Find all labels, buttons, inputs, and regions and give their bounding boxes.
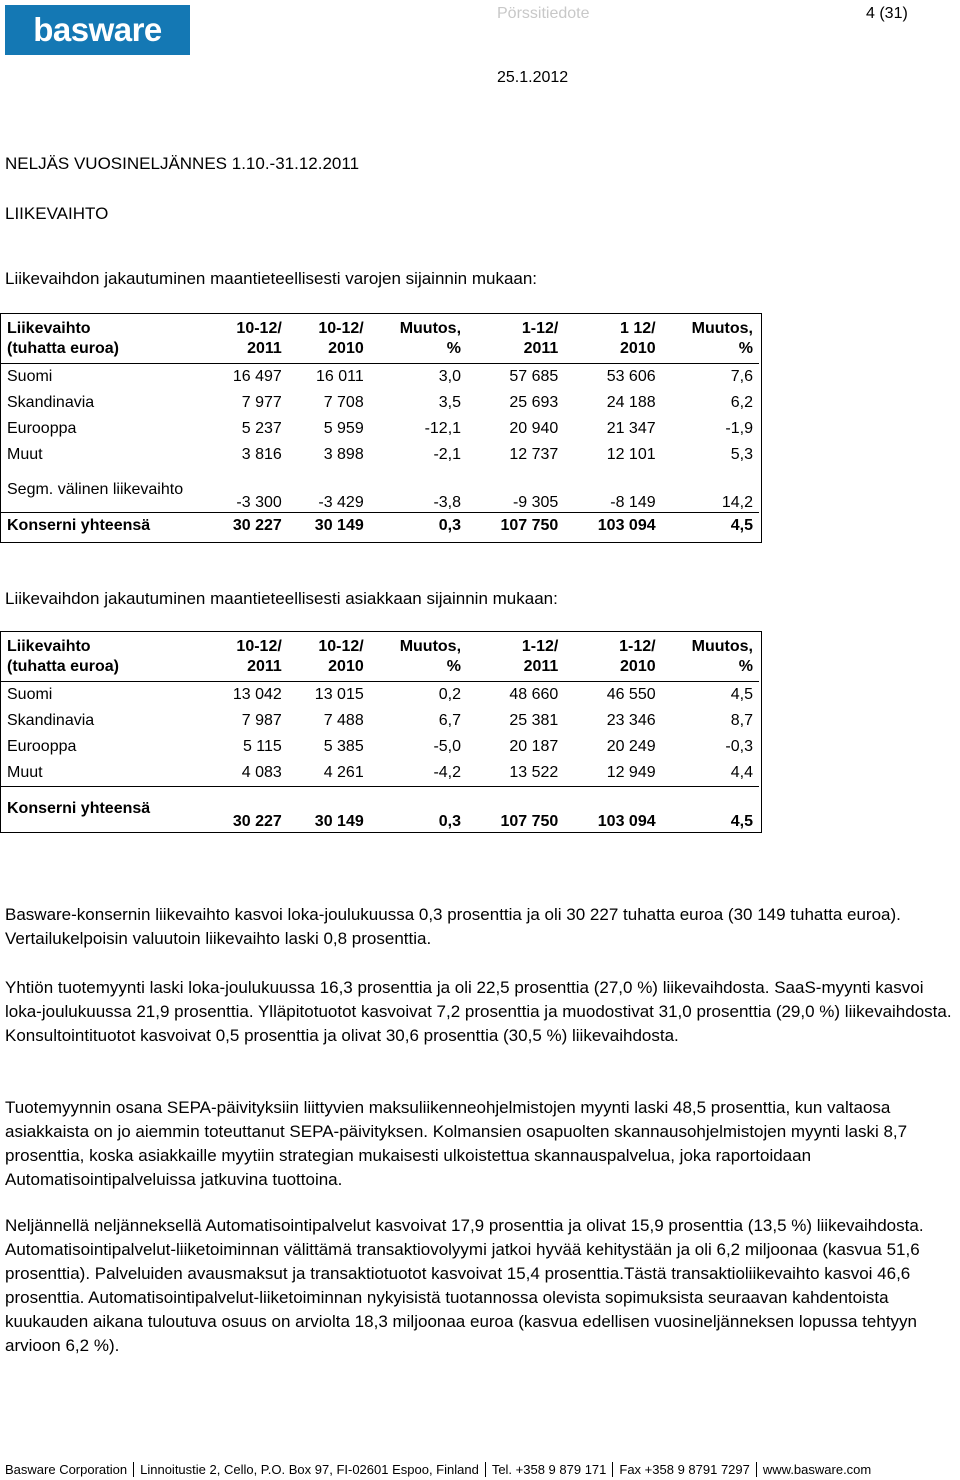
table-cell: Suomi — [7, 686, 53, 703]
table-cell: -9 305 — [512, 494, 559, 511]
table-row — [1, 364, 759, 391]
table-cell: 25 693 — [509, 394, 559, 411]
table2-header-row — [1, 633, 759, 682]
table-cell: 16 011 — [315, 368, 364, 385]
table-cell: 4 083 — [241, 764, 282, 781]
table-cell: 7 987 — [241, 712, 282, 729]
logo-text: basware — [33, 11, 162, 48]
table-cell: Muut — [7, 764, 43, 781]
table2-header-cell: 10-12/ 2010 — [318, 638, 364, 675]
document-type: Pörssitiedote — [497, 5, 590, 22]
table-cell: 5 385 — [323, 738, 364, 755]
table-cell: 7 977 — [241, 394, 282, 411]
table-cell: Eurooppa — [7, 420, 77, 437]
table2 — [1, 633, 759, 831]
table-cell: 5 959 — [323, 420, 364, 437]
table-cell: 5 237 — [241, 420, 282, 437]
table1-caption: Liikevaihdon jakautuminen maantieteellisesti varojen sijainnin mukaan: — [5, 269, 538, 288]
table-cell: 14,2 — [721, 494, 753, 511]
table-cell: 20 940 — [509, 420, 559, 437]
table-cell: 48 660 — [509, 686, 559, 703]
table-cell: 6,2 — [730, 394, 753, 411]
footer-web-link[interactable]: www.basware.com — [762, 1462, 872, 1477]
table-cell: 8,7 — [730, 712, 753, 729]
footer-fax: Fax +358 9 8791 7297 — [619, 1462, 750, 1477]
table-cell: Skandinavia — [7, 394, 95, 411]
table-cell: -12,1 — [424, 420, 462, 437]
table-cell: 103 094 — [564, 513, 661, 540]
paragraph: Yhtiön tuotemyynti laski loka-joulukuussa 16,3 prosenttia ja oli 22,5 prosenttia (27,0 %) liikevaihdosta. SaaS-myynti kasvoi loka-joulukuussa 21,9 prosenttia. Ylläpitotuotot kasvoivat 7,2 prosenttia ja muodostivat 31,0 prosenttia (29,0 %) liikevaihdosta. Konsultointituotot kasvoivat 0,5 prosenttia ja olivat 30,6 prosenttia (30,5 %) liikevaihdosta. — [5, 978, 952, 1045]
table-cell: 103 094 — [564, 787, 661, 832]
table2-header-cell: Liikevaihto (tuhatta euroa) — [7, 638, 119, 675]
table-total-row — [1, 787, 759, 832]
table-cell: 4,5 — [730, 686, 753, 703]
table-cell: Skandinavia — [7, 712, 95, 729]
table-row — [1, 390, 759, 416]
table-cell: 20 249 — [606, 738, 656, 755]
table-cell: 12 737 — [509, 446, 559, 463]
table1-header-cell: 10-12/ 2011 — [236, 320, 282, 357]
table-row — [1, 682, 759, 709]
table-cell: 57 685 — [509, 368, 559, 385]
table-cell: 12 949 — [606, 764, 656, 781]
table-cell: 5,3 — [730, 446, 753, 463]
table2-header-cell: Muutos, % — [691, 638, 753, 675]
table-cell: 30 149 — [288, 513, 370, 540]
table1-header-row — [1, 315, 759, 364]
table-cell: 0,3 — [370, 513, 467, 540]
table2-header-cell: 10-12/ 2011 — [236, 638, 282, 675]
table-cell: 4,5 — [662, 787, 759, 832]
footer-address: Linnoitustie 2, Cello, P.O. Box 97, FI-02601 Espoo, Finland — [140, 1462, 479, 1477]
table-cell: -3 300 — [236, 494, 282, 511]
table2-header-cell: Muutos, % — [399, 638, 462, 675]
table-cell: 4,5 — [662, 513, 759, 540]
table-cell: 13 042 — [232, 686, 282, 703]
table-cell: -5,0 — [433, 738, 462, 755]
table-cell: Muut — [7, 446, 43, 463]
table-cell: 7 488 — [323, 712, 364, 729]
section-title: NELJÄS VUOSINELJÄNNES 1.10.-31.12.2011 — [5, 154, 360, 173]
paragraph: Neljännellä neljänneksellä Automatisointipalvelut kasvoivat 17,9 prosenttia ja olivat 15,9 prosenttia (13,5 %) liikevaihdosta. Automatisointipalvelut-liiketoiminnan välittämä transaktiovolyymi jatkoi hyvää kehitystään ja oli 6,2 miljoonaa (kasvua 51,6 prosenttia). Palveluiden avausmaksut ja transaktiotuotot kasvoivat 15,4 prosenttia.Tästä transaktioliikevaihto kasvoi 46,6 prosenttia. Automatisointipalvelut-liiketoiminnan nykyisistä tuotannossa olevista sopimuksista seuraavan kahdentoista kuukauden aikana tuloutuva osuus on arviolta 18,3 miljoonaa euroa (kasvua edellisen vuosineljänneksen lopussa tehtyyn arvioon 6,2 %). — [5, 1216, 924, 1355]
footer-company: Basware Corporation — [5, 1462, 128, 1477]
table-cell: -0,3 — [725, 738, 753, 755]
table1-header-cell: Muutos, % — [399, 320, 462, 357]
footer-tel: Tel. +358 9 879 171 — [491, 1462, 607, 1477]
basware-logo — [5, 5, 190, 55]
table-cell: 6,7 — [438, 712, 462, 729]
paragraph: Tuotemyynnin osana SEPA-päivityksiin liittyvien maksuliikenneohjelmistojen myynti laski 48,5 prosenttia, kun valtaosa asiakkaista on jo aiemmin toteuttanut SEPA-päivityksen. Kolmansien osapuolten skannausohjelmistojen myynti laski 8,7 prosenttia, koska asiakkaille myytiin strategian mukaisesti ulkoistettua skannauspalvelua, joka raportoidaan Automatisointipalveluissa jatkuvina tuottoina. — [5, 1098, 908, 1189]
table-cell: 24 188 — [606, 394, 656, 411]
table1-header-cell: 1-12/ 2011 — [521, 320, 559, 357]
table2-header-cell: 1-12/ 2011 — [521, 638, 559, 675]
paragraph: Basware-konsernin liikevaihto kasvoi loka-joulukuussa 0,3 prosenttia ja oli 30 227 tuhatta euroa (30 149 tuhatta euroa). Vertailukelpoisin valuutoin liikevaihto laski 0,8 prosenttia. — [5, 905, 901, 948]
table-cell: 25 381 — [509, 712, 559, 729]
page-number: 4 (31) — [866, 5, 908, 22]
table-row — [1, 708, 759, 734]
table-cell: 3 898 — [323, 446, 364, 463]
table1-header-cell: Muutos, % — [691, 320, 753, 357]
table-cell: Segm. välinen liikevaihto — [7, 481, 184, 498]
table-cell: 21 347 — [606, 420, 656, 437]
table1-header-cell: Liikevaihto (tuhatta euroa) — [7, 320, 119, 357]
table1-header-cell: 10-12/ 2010 — [318, 320, 364, 357]
table-cell: 7,6 — [730, 368, 753, 385]
table-cell: -2,1 — [433, 446, 462, 463]
table-cell: Konserni yhteensä — [1, 787, 196, 832]
table-cell: 3,5 — [438, 394, 462, 411]
table-row — [1, 468, 759, 513]
table-row — [1, 416, 759, 442]
table-cell: 12 101 — [606, 446, 656, 463]
table-cell: -3,8 — [433, 494, 462, 511]
table-cell: 16 497 — [232, 368, 282, 385]
table-cell: 4,4 — [730, 764, 753, 781]
footer — [5, 1462, 871, 1477]
table-total-row — [1, 513, 759, 540]
table-cell: 23 346 — [606, 712, 656, 729]
table-cell: 107 750 — [467, 513, 564, 540]
table-cell: 20 187 — [509, 738, 559, 755]
table-cell: 30 227 — [196, 513, 288, 540]
document-date: 25.1.2012 — [497, 69, 569, 86]
table2-header-cell: 1-12/ 2010 — [619, 638, 656, 675]
table-cell: 3,0 — [438, 368, 462, 385]
table-cell: 53 606 — [606, 368, 656, 385]
table-cell: 30 227 — [196, 787, 288, 832]
table-cell: 13 522 — [509, 764, 559, 781]
table-row — [1, 734, 759, 760]
table-cell: 7 708 — [323, 394, 364, 411]
table-cell: Konserni yhteensä — [1, 513, 196, 540]
table2-caption: Liikevaihdon jakautuminen maantieteellisesti asiakkaan sijainnin mukaan: — [5, 589, 558, 608]
table-cell: 46 550 — [606, 686, 656, 703]
table-row — [1, 442, 759, 468]
table-cell: 0,2 — [438, 686, 462, 703]
table-cell: -3 429 — [318, 494, 364, 511]
table-cell: 0,3 — [370, 787, 467, 832]
table1-header-cell: 1 12/ 2010 — [620, 320, 656, 357]
table-row — [1, 760, 759, 787]
table-cell: Suomi — [7, 368, 53, 385]
table-cell: Eurooppa — [7, 738, 77, 755]
table-cell: -8 149 — [610, 494, 656, 511]
table-cell: 3 816 — [241, 446, 282, 463]
table-cell: 13 015 — [314, 686, 364, 703]
table-cell: -1,9 — [725, 420, 753, 437]
table-cell: 4 261 — [323, 764, 364, 781]
subsection-title: LIIKEVAIHTO — [5, 204, 109, 223]
table-cell: 107 750 — [467, 787, 564, 832]
table1 — [1, 315, 759, 539]
table-cell: 5 115 — [242, 738, 282, 755]
table-cell: 30 149 — [288, 787, 370, 832]
table-cell: -4,2 — [433, 764, 462, 781]
